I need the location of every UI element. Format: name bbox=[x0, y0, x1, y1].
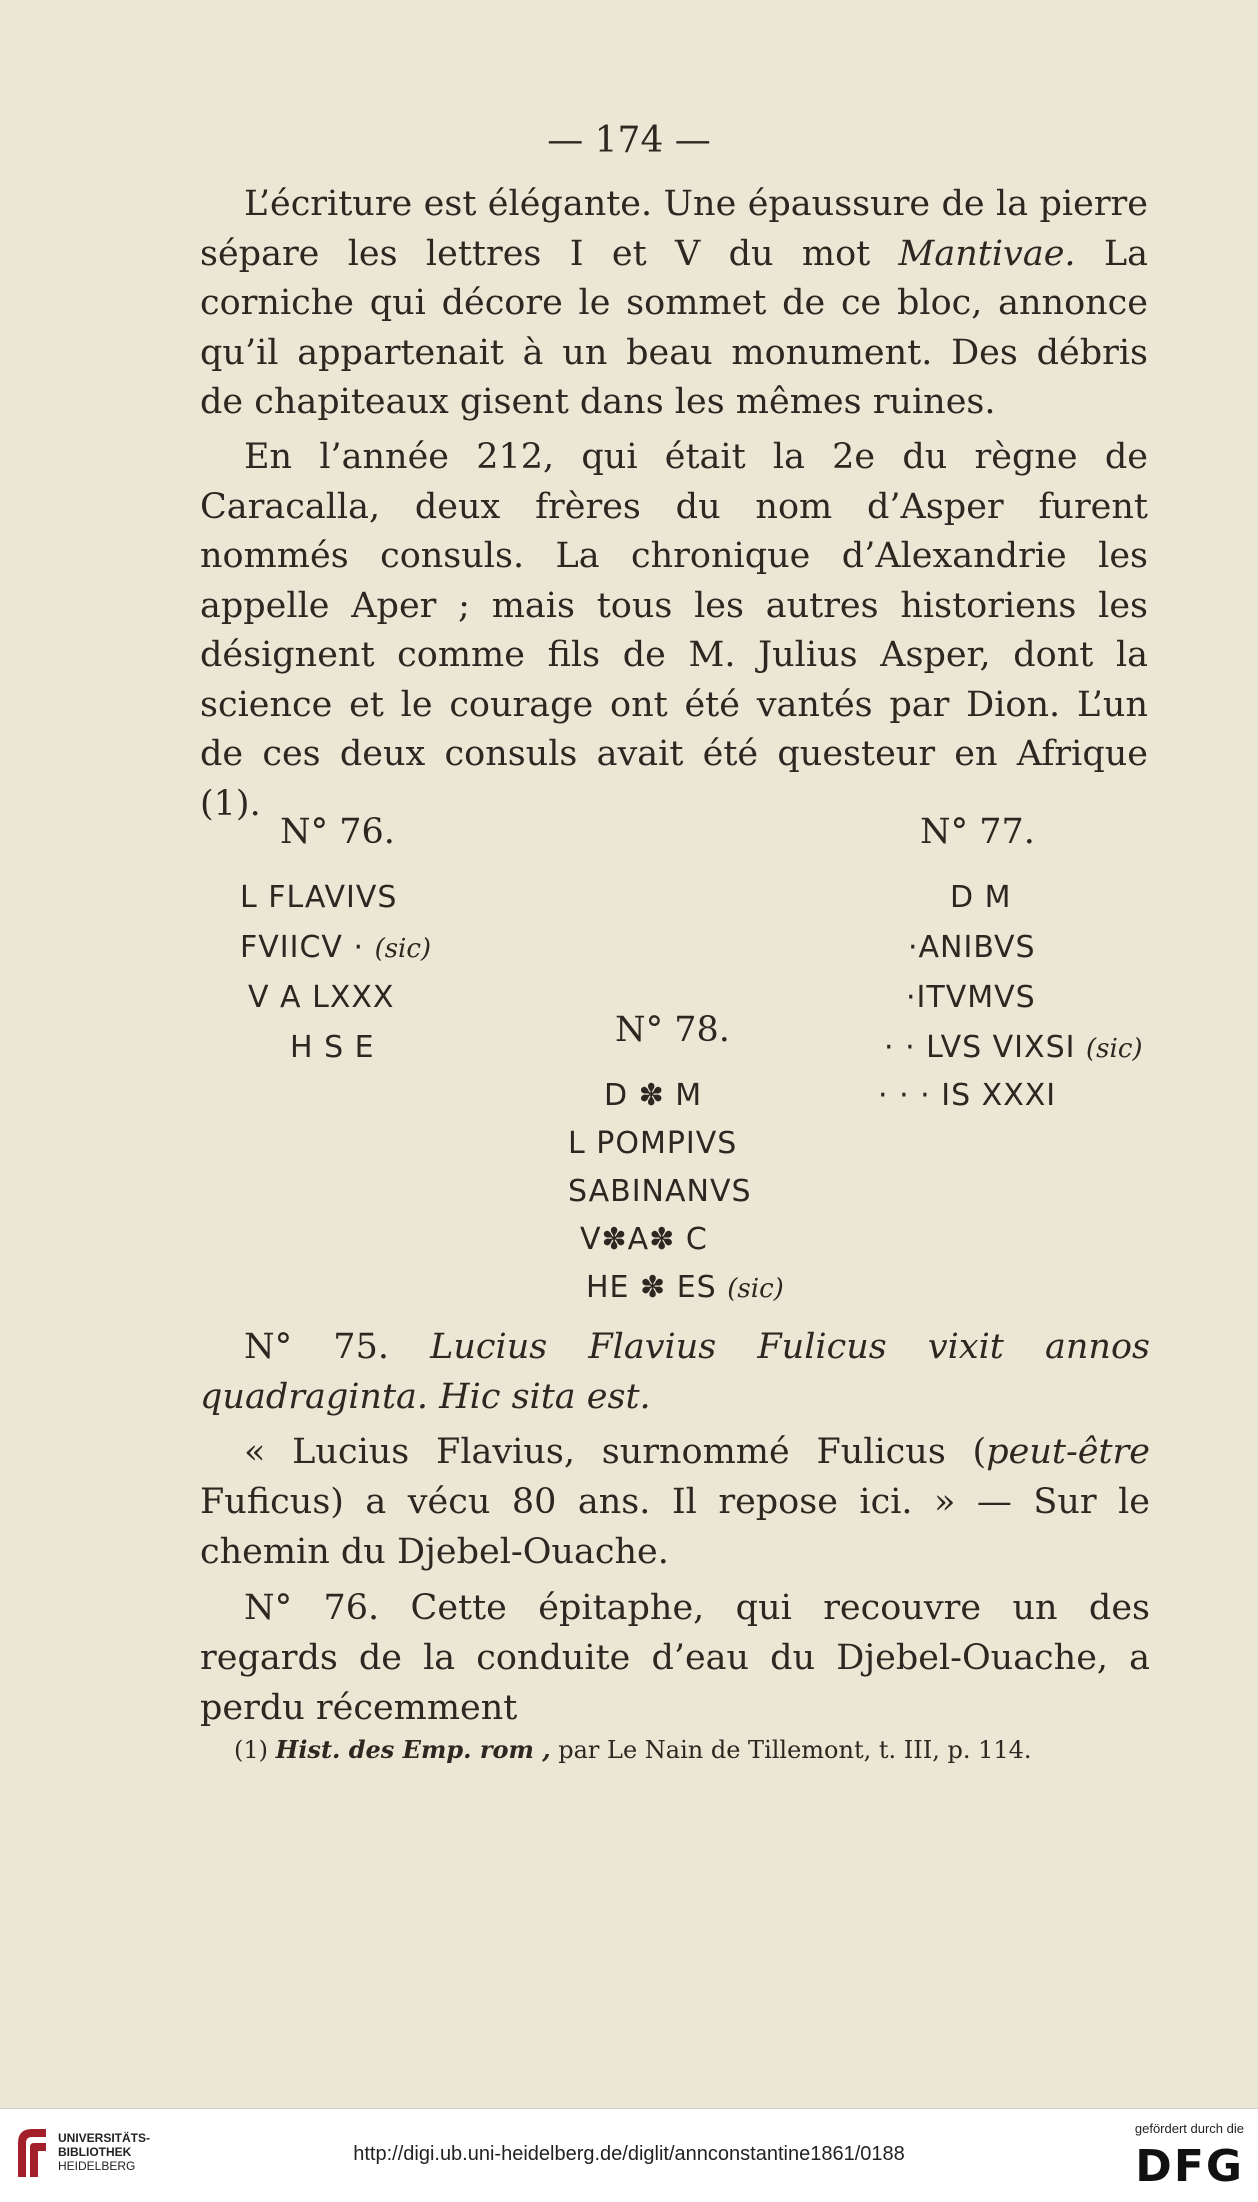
paragraph-1-end: La corniche qui décore le sommet de ce bloc, annonce qu’il appartenait à un beau monument. Des débris de chapiteaux gisent dans les mêmes ruines. bbox=[200, 233, 1148, 422]
paragraph-75 bbox=[200, 1322, 1150, 1422]
paragraph-1 bbox=[200, 180, 1148, 428]
inscription-76-line: L FLAVIVS bbox=[240, 880, 398, 915]
footnote-number: (1) bbox=[234, 1736, 268, 1764]
inscription-78-line: L POMPIVS bbox=[568, 1126, 738, 1161]
library-name-line: HEIDELBERG bbox=[58, 2159, 136, 2173]
paragraph-75-label: N° 75. bbox=[244, 1327, 389, 1367]
inscription-77-line-text: · · LVS VIXSI bbox=[884, 1030, 1076, 1065]
inscription-76-label: N° 76. bbox=[280, 812, 395, 852]
dfg-logo: DFG bbox=[1135, 2141, 1244, 2192]
inscription-76-sic: (sic) bbox=[374, 934, 432, 964]
page-number: — 174 — bbox=[547, 120, 711, 161]
inscription-78-line: V✽A✽ C bbox=[580, 1222, 708, 1257]
inscription-76-line: V A LXXX bbox=[248, 980, 395, 1015]
inscription-76-line-text: FVIICV · bbox=[240, 930, 365, 965]
translation-start: « Lucius Flavius, surnommé Fulicus ( bbox=[244, 1432, 987, 1472]
paragraph-2: En l’année 212, qui était la 2e du règne de Caracalla, deux frères du nom d’Asper furent nommés consuls. La chronique d’Alexandrie les appelle Aper ; mais tous les autres historiens les désignent comme fils de M. Julius Asper, dont la science et le courage ont été vantés par Dion. L’un de ces deux consuls avait été questeur en Afrique (1). bbox=[200, 437, 1148, 824]
footnote-text: par Le Nain de Tillemont, t. III, p. 114. bbox=[558, 1736, 1032, 1764]
inscription-78-label: N° 78. bbox=[615, 1010, 730, 1050]
paragraph-1-word: Mantivae. bbox=[898, 233, 1076, 274]
inscription-77-line: · · · IS XXXI bbox=[878, 1078, 1057, 1113]
paragraph-1-text: L’écriture est élégante. Une épaussure de la pierre sépare les lettres I et V du mot bbox=[200, 184, 1148, 274]
paragraph-75-latin: Lucius Flavius Fulicus vixit annos quadraginta. Hic sita est. bbox=[200, 1327, 1150, 1417]
inscription-78-sic: (sic) bbox=[727, 1274, 784, 1304]
inscription-78-line-5 bbox=[586, 1270, 784, 1305]
inscription-76-line-2 bbox=[240, 930, 431, 965]
footnote-title: Hist. des Emp. rom , bbox=[275, 1735, 551, 1764]
inscription-76-line: H S E bbox=[290, 1030, 375, 1065]
paragraph-75-translation bbox=[200, 1427, 1150, 1577]
paragraph-76: N° 76. Cette épitaphe, qui recouvre un des regards de la conduite d’eau du Djebel-Ouache, a perdu récemment bbox=[200, 1588, 1150, 1728]
inscription-77-line: D M bbox=[950, 880, 1012, 915]
permalink-url[interactable]: http://digi.ub.uni-heidelberg.de/diglit/annconstantine1861/0188 bbox=[353, 2143, 905, 2165]
inscription-77-line-4 bbox=[884, 1030, 1143, 1065]
funding-label: gefördert durch die bbox=[1134, 2121, 1244, 2136]
inscription-77-line: ·ITVMVS bbox=[906, 980, 1036, 1015]
inscription-78-line: SABINANVS bbox=[568, 1174, 752, 1209]
library-name-line: BIBLIOTHEK bbox=[58, 2145, 132, 2159]
inscription-78-line: D ✽ M bbox=[604, 1078, 703, 1113]
library-name-line: UNIVERSITÄTS- bbox=[58, 2131, 151, 2145]
translation-italic: peut-être bbox=[986, 1432, 1150, 1472]
inscription-77-line: ·ANIBVS bbox=[908, 930, 1036, 965]
footnote bbox=[234, 1735, 1032, 1764]
inscription-77-sic: (sic) bbox=[1086, 1034, 1143, 1064]
inscription-78-line-text: HE ✽ ES bbox=[586, 1270, 717, 1305]
translation-end: Fuficus) a vécu 80 ans. Il repose ici. » — Sur le chemin du Djebel-Ouache. bbox=[200, 1482, 1150, 1572]
digitization-footer bbox=[0, 2108, 1258, 2202]
inscription-77-label: N° 77. bbox=[920, 812, 1035, 852]
